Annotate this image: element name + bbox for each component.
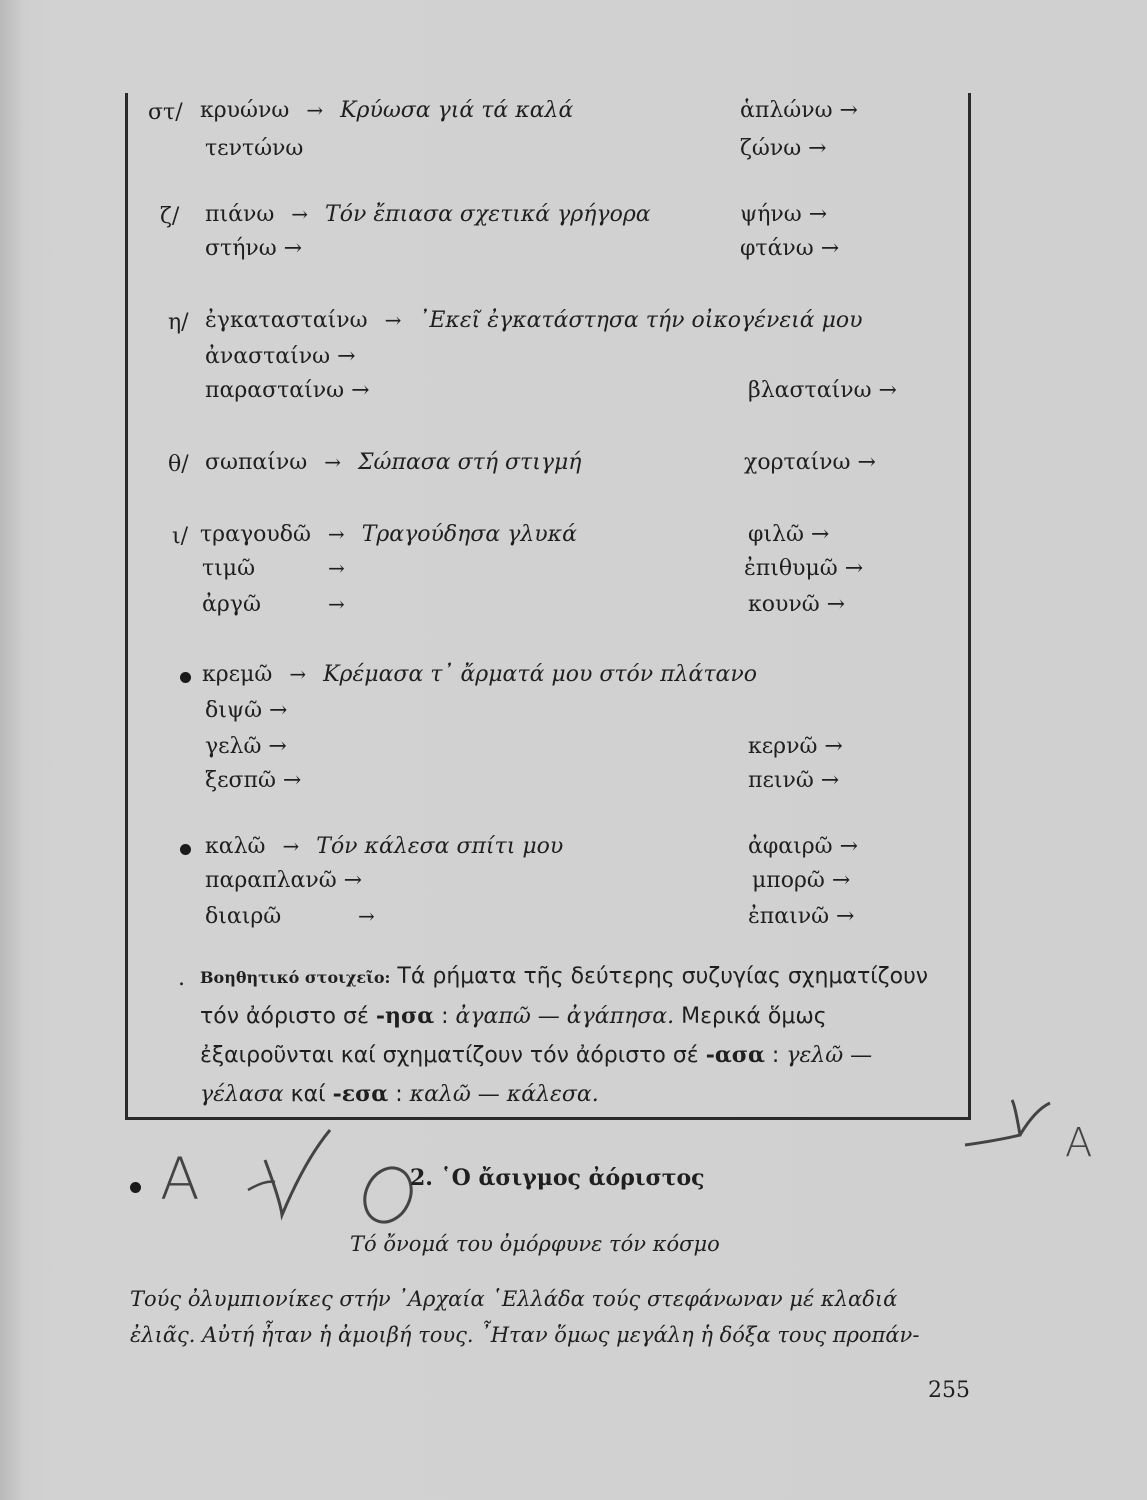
arrow: → bbox=[384, 308, 402, 332]
right-verb: ἀφαιρῶ → bbox=[748, 834, 859, 859]
right-verb: μπορῶ → bbox=[752, 868, 851, 893]
paragraph-line: Τούς ὀλυμπιονίκες στήν ᾿Αρχαία ῾Ελλάδα τούς στεφάνωναν μέ κλαδιά bbox=[130, 1287, 898, 1311]
group-marker-i: ι/ bbox=[172, 524, 189, 549]
bullet-icon bbox=[130, 1182, 141, 1193]
verb: διαιρῶ bbox=[205, 904, 282, 929]
verb: ἀργῶ bbox=[202, 592, 261, 617]
verb: κρεμῶ bbox=[202, 662, 273, 687]
example-sentence: Κρύωσα γιά τά καλά bbox=[340, 98, 574, 123]
right-verb: κουνῶ → bbox=[748, 592, 846, 617]
arrow: → bbox=[306, 98, 324, 122]
right-verb: βλασταίνω → bbox=[748, 378, 897, 403]
verb: σωπαίνω bbox=[205, 450, 308, 475]
verb: ἐγκατασταίνω bbox=[205, 308, 368, 333]
right-verb: φιλῶ → bbox=[748, 522, 830, 547]
right-verb: φτάνω → bbox=[740, 236, 840, 261]
verb-row bbox=[205, 310, 863, 332]
verb-row bbox=[202, 664, 757, 686]
verb-row bbox=[205, 452, 581, 474]
group-marker-th: θ/ bbox=[168, 452, 189, 477]
arrow: → bbox=[358, 904, 375, 928]
right-verb: ψήνω → bbox=[740, 202, 828, 227]
right-verb: χορταίνω → bbox=[744, 450, 876, 475]
group-marker-h: η/ bbox=[168, 310, 189, 335]
arrow: → bbox=[324, 450, 341, 474]
verb-row bbox=[200, 524, 577, 546]
handwritten-letter-a: A bbox=[1065, 1120, 1093, 1166]
verb: παρασταίνω → bbox=[205, 378, 370, 403]
verb: παραπλανῶ → bbox=[205, 868, 363, 893]
example-sentence: ᾿Εκεῖ ἐγκατάστησα τήν οἰκογένειά μου bbox=[418, 308, 863, 333]
group-marker-st: στ/ bbox=[148, 100, 183, 125]
example-sentence: Τόν κάλεσα σπίτι μου bbox=[316, 834, 564, 859]
verb-row bbox=[205, 836, 563, 858]
verb-row bbox=[200, 100, 573, 122]
bullet-icon bbox=[180, 672, 191, 683]
arrow: → bbox=[291, 202, 309, 226]
paragraph-line: ἐλιᾶς. Αὐτή ἦταν ἡ ἀμοιβή τους. ῏Ηταν ὅμως μεγάλη ἡ δόξα τους προπάν- bbox=[130, 1323, 920, 1347]
verb: τραγουδῶ bbox=[200, 522, 311, 547]
arrow: → bbox=[328, 592, 345, 616]
arrow: → bbox=[328, 556, 345, 580]
section-heading: 2. ῾Ο ἄσιγμος ἀόριστος bbox=[410, 1165, 705, 1191]
right-verb: πεινῶ → bbox=[748, 768, 840, 793]
verb: τεντώνω bbox=[205, 136, 304, 161]
note-label: Βοηθητικό στοιχεῖο: bbox=[200, 968, 391, 987]
right-verb: ζώνω → bbox=[740, 136, 827, 161]
section-subtitle: Τό ὄνομά του ὀμόρφυνε τόν κόσμο bbox=[350, 1232, 720, 1256]
verb: πιάνω bbox=[205, 202, 275, 227]
example-sentence: Τραγούδησα γλυκά bbox=[361, 522, 577, 547]
bullet-icon bbox=[180, 844, 191, 855]
arrow: → bbox=[282, 834, 300, 858]
helper-note: Βοηθητικό στοιχεῖο: Τά ρήματα τῆς δεύτερης συζυγίας σχηματίζουν τόν ἀόριστο σέ -ησα : ἀγαπῶ — ἀγάπησα. Μερικά ὅμως ἐξαιροῦνται καί σχηματίζουν τόν ἀόριστο σέ -ασα : γελῶ — γέλασα καί -εσα : καλῶ — κάλεσα. bbox=[200, 964, 929, 1107]
right-verb: κερνῶ → bbox=[748, 734, 843, 759]
verb: κρυώνω bbox=[200, 98, 290, 123]
verb: στήνω → bbox=[205, 236, 303, 261]
right-verb: ἐπιθυμῶ → bbox=[744, 556, 864, 581]
example-sentence: Κρέμασα τ᾿ ἄρματά μου στόν πλάτανο bbox=[323, 662, 758, 687]
arrow: → bbox=[289, 662, 307, 686]
right-verb: ἐπαινῶ → bbox=[748, 904, 855, 929]
verb: γελῶ → bbox=[205, 734, 287, 759]
verb: ἀνασταίνω → bbox=[205, 344, 356, 369]
right-verb: ἁπλώνω → bbox=[740, 98, 858, 123]
verb-row bbox=[205, 204, 651, 226]
example-sentence: Τόν ἔπιασα σχετικά γρήγορα bbox=[325, 202, 651, 227]
example-sentence: Σώπασα στή στιγμή bbox=[357, 450, 582, 475]
verb: ξεσπῶ → bbox=[205, 768, 302, 793]
verb: διψῶ → bbox=[205, 698, 288, 723]
handwritten-letter-a: A bbox=[160, 1145, 200, 1213]
arrow: → bbox=[327, 522, 345, 546]
verb: τιμῶ bbox=[202, 556, 256, 581]
verb: καλῶ bbox=[205, 834, 266, 859]
page-number: 255 bbox=[928, 1378, 970, 1403]
group-marker-z: ζ/ bbox=[160, 204, 180, 229]
note-dot: . bbox=[178, 966, 185, 991]
